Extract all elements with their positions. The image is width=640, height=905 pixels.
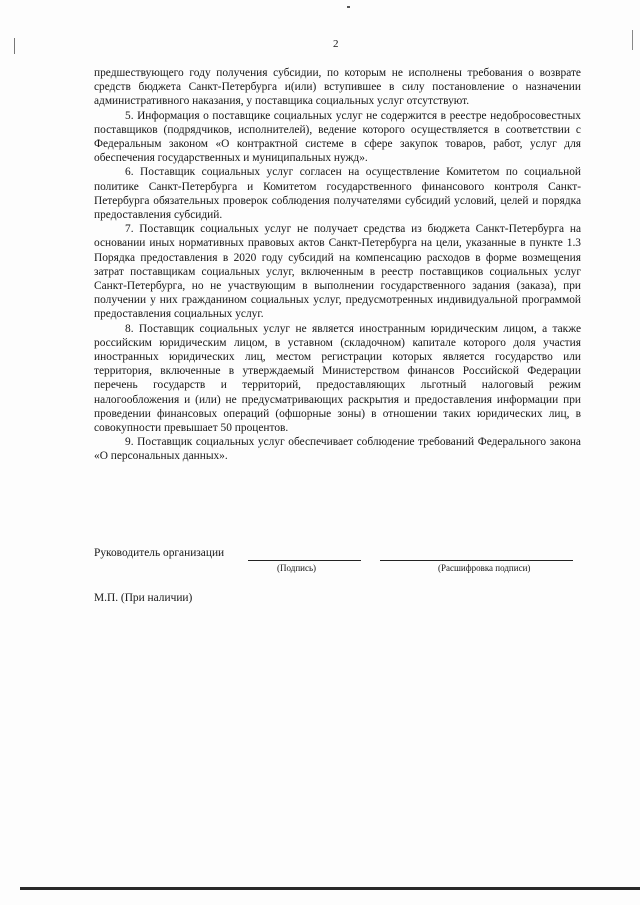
paragraph-5: 5. Информация о поставщике социальных услуг не содержится в реестре недобросовестных поставщиков (подрядчиков, исполнителей), ведение которого осуществляется в соответствии с Федеральным законом «О контрактной системе в сфере закупок товаров, работ, услуг для обеспечения государственных и муниципальных нужд». (94, 109, 581, 165)
signature-caption: (Подпись) (277, 563, 317, 573)
signature-transcript-caption: (Расшифровка подписи) (438, 563, 531, 573)
signature-label: Руководитель организации (94, 547, 225, 559)
document-body (94, 66, 581, 464)
signature-transcript-line (380, 560, 573, 561)
paragraph-6: 6. Поставщик социальных услуг согласен на осуществление Комитетом по социальной политике Санкт-Петербурга и Комитетом государственного финансового контроля Санкт-Петербурга обязательных проверок соблюдения получателями субсидий условий, целей и порядка предоставления субсидий. (94, 166, 581, 222)
paragraph-9: 9. Поставщик социальных услуг обеспечивает соблюдение требований Федерального закона «О персональных данных». (94, 436, 581, 463)
paragraph-7: 7. Поставщик социальных услуг не получает средства из бюджета Санкт-Петербурга на основании иных нормативных правовых актов Санкт-Петербурга на цели, указанные в пункте 1.3 Порядка предоставления в 2020 году субсидий на компенсацию расходов в форме возмещения затрат поставщикам социальных услуг, включенным в реестр поставщиков социальных услуг Санкт-Петербурга, но не участвующим в выполнении государственного задания (заказа), при получении у них гражданином социальных услуг, предусмотренных индивидуальной программой предоставления социальных услуг. (94, 223, 581, 321)
scan-edge (20, 887, 640, 890)
scan-artifact (347, 6, 350, 8)
signature-line (248, 560, 361, 561)
paragraph-continuation: предшествующего году получения субсидии, по которым не исполнены требования о возврате средств бюджета Санкт-Петербурга и(или) вступившее в силу постановление о назначении административного наказания, у поставщика социальных услуг отсутствуют. (94, 67, 581, 108)
seal-note: М.П. (При наличии) (94, 592, 193, 604)
scan-artifact (632, 30, 633, 50)
page-number: 2 (333, 38, 339, 50)
paragraph-8: 8. Поставщик социальных услуг не является иностранным юридическим лицом, а также российским юридическим лицом, в уставном (складочном) капитале которого доля участия иностранных юридических лиц, местом регистрации которых является государство или территория, включенные в утверждаемый Министерством финансов Российской Федерации перечень государств и территорий, предоставляющих льготный налоговый режим налогообложения и (или) не предусматривающих раскрытия и предоставления информации при проведении финансовых операций (офшорные зоны) в отношении таких юридических лиц, в совокупности превышает 50 процентов. (94, 322, 581, 435)
scan-artifact (14, 38, 15, 54)
signature-block (94, 547, 584, 583)
